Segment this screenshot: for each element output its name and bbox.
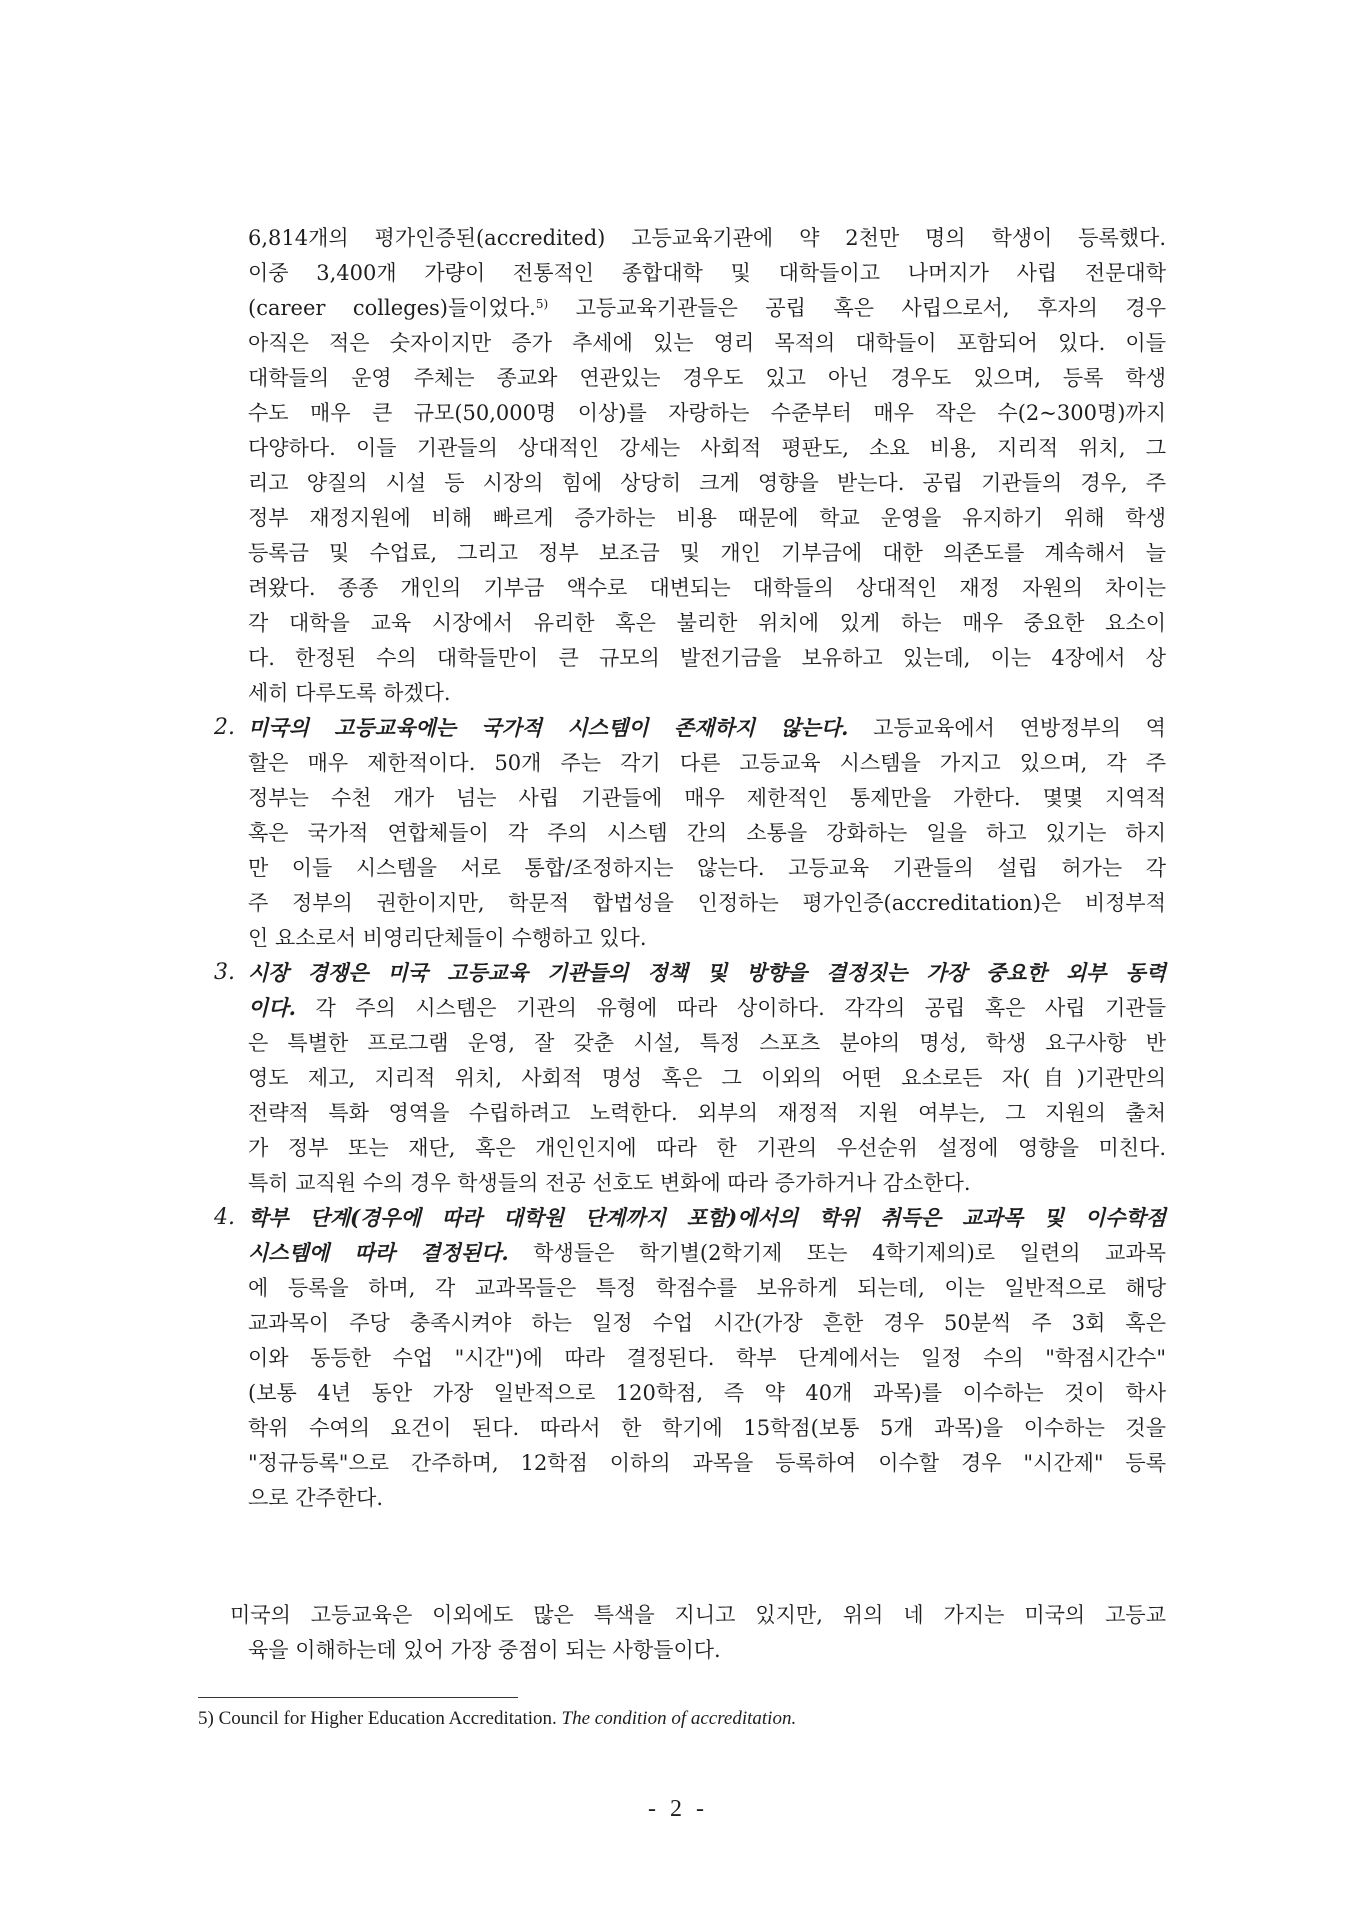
text-line: 할은 매우 제한적이다. 50개 주는 각기 다른 고등교육 시스템을 가지고 있으며, 각 주 bbox=[248, 751, 1166, 775]
text-line: 이와 동등한 수업 "시간")에 따라 결정된다. 학부 단계에서는 일정 수의 "학점시간수" bbox=[248, 1346, 1166, 1370]
text-line: 전략적 특화 영역을 수립하려고 노력한다. 외부의 재정적 지원 여부는, 그 지원의 출처 bbox=[248, 1101, 1166, 1125]
text-line: 6,814개의 평가인증된(accredited) 고등교육기관에 약 2천만 명의 학생이 등록했다. bbox=[248, 226, 1166, 250]
footnote-divider bbox=[198, 1697, 518, 1698]
text-line: 에 등록을 하며, 각 교과목들은 특정 학점수를 보유하게 되는데, 이는 일반적으로 해당 bbox=[248, 1276, 1166, 1300]
text-line: (보통 4년 동안 가장 일반적으로 120학점, 즉 약 40개 과목)를 이수하는 것이 학사 bbox=[248, 1381, 1166, 1405]
list-number: 4. bbox=[214, 1205, 235, 1230]
footnote bbox=[198, 1707, 796, 1731]
text-line: 가 정부 또는 재단, 혹은 개인인지에 따라 한 기관의 우선순위 설정에 영향을 미친다. bbox=[248, 1136, 1166, 1160]
text-line: 혹은 국가적 연합체들이 각 주의 시스템 간의 소통을 강화하는 일을 하고 있기는 하지 bbox=[248, 821, 1166, 845]
text-line: 인 요소로서 비영리단체들이 수행하고 있다. bbox=[248, 926, 647, 950]
text-line: 정부는 수천 개가 넘는 사립 기관들에 매우 제한적인 통제만을 가한다. 몇몇 지역적 bbox=[248, 786, 1166, 810]
text-line: 이다. 각 주의 시스템은 기관의 유형에 따라 상이하다. 각각의 공립 혹은 사립 기관들 bbox=[248, 995, 1166, 1020]
list-item-heading: 시장 경쟁은 미국 고등교육 기관들의 정책 및 방향을 결정짓는 가장 중요한 외부 동력 bbox=[248, 960, 1166, 985]
closing-paragraph-line: 육을 이해하는데 있어 가장 중점이 되는 사항들이다. bbox=[248, 1638, 721, 1662]
text-line: 주 정부의 권한이지만, 학문적 합법성을 인정하는 평가인증(accreditation)은 비정부적 bbox=[248, 891, 1166, 915]
text-line: 각 대학을 교육 시장에서 유리한 혹은 불리한 위치에 있게 하는 매우 중요한 요소이 bbox=[248, 611, 1166, 635]
list-number: 3. bbox=[214, 960, 235, 985]
text-line: 수도 매우 큰 규모(50,000명 이상)를 자랑하는 수준부터 매우 작은 수(2~300명)까지 bbox=[248, 401, 1166, 425]
footnote-reference: 5) bbox=[535, 297, 549, 311]
text-line: 세히 다루도록 하겠다. bbox=[248, 681, 451, 705]
text-line: 으로 간주한다. bbox=[248, 1486, 384, 1510]
text-line: 정부 재정지원에 비해 빠르게 증가하는 비용 때문에 학교 운영을 유지하기 위해 학생 bbox=[248, 506, 1166, 530]
text-line: 려왔다. 종종 개인의 기부금 액수로 대변되는 대학들의 상대적인 재정 자원의 차이는 bbox=[248, 576, 1166, 600]
text-line: 다양하다. 이들 기관들의 상대적인 강세는 사회적 평판도, 소요 비용, 지리적 위치, 그 bbox=[248, 436, 1166, 460]
text-line: 만 이들 시스템을 서로 통합/조정하지는 않는다. 고등교육 기관들의 설립 허가는 각 bbox=[248, 856, 1166, 880]
text-line: 등록금 및 수업료, 그리고 정부 보조금 및 개인 기부금에 대한 의존도를 계속해서 늘 bbox=[248, 541, 1166, 565]
text-line: 대학들의 운영 주체는 종교와 연관있는 경우도 있고 아닌 경우도 있으며, 등록 학생 bbox=[248, 366, 1166, 390]
text-line: "정규등록"으로 간주하며, 12학점 이하의 과목을 등록하여 이수할 경우 "시간제" 등록 bbox=[248, 1451, 1166, 1475]
footnote-title: The condition of accreditation. bbox=[561, 1708, 797, 1729]
page-number: - 2 - bbox=[648, 1796, 708, 1822]
list-item-heading: 미국의 고등교육에는 국가적 시스템이 존재하지 않는다. 고등교육에서 연방정부의 역 bbox=[248, 715, 1166, 740]
text-line: 영도 제고, 지리적 위치, 사회적 명성 혹은 그 이외의 어떤 요소로든 자(自)기관만의 bbox=[248, 1066, 1166, 1090]
footnote-mark: 5) bbox=[198, 1708, 214, 1729]
text-line: 학위 수여의 요건이 된다. 따라서 한 학기에 15학점(보통 5개 과목)을 이수하는 것을 bbox=[248, 1416, 1166, 1440]
text-line: 아직은 적은 숫자이지만 증가 추세에 있는 영리 목적의 대학들이 포함되어 있다. 이들 bbox=[248, 331, 1166, 355]
text-line: 시스템에 따라 결정된다. 학생들은 학기별(2학기제 또는 4학기제의)로 일련의 교과목 bbox=[248, 1240, 1166, 1265]
list-item-heading: 학부 단계(경우에 따라 대학원 단계까지 포함)에서의 학위 취득은 교과목 및 이수학점 bbox=[248, 1205, 1166, 1230]
text-line: 다. 한정된 수의 대학들만이 큰 규모의 발전기금을 보유하고 있는데, 이는 4장에서 상 bbox=[248, 646, 1166, 670]
text-line: 리고 양질의 시설 등 시장의 힘에 상당히 크게 영향을 받는다. 공립 기관들의 경우, 주 bbox=[248, 471, 1166, 495]
text-line: 특히 교직원 수의 경우 학생들의 전공 선호도 변화에 따라 증가하거나 감소한다. bbox=[248, 1171, 971, 1195]
footnote-text: Council for Higher Education Accreditation. bbox=[218, 1708, 557, 1729]
text-line: 은 특별한 프로그램 운영, 잘 갖춘 시설, 특정 스포츠 분야의 명성, 학생 요구사항 반 bbox=[248, 1031, 1166, 1055]
closing-paragraph-line: 미국의 고등교육은 이외에도 많은 특색을 지니고 있지만, 위의 네 가지는 미국의 고등교 bbox=[230, 1603, 1166, 1627]
text-line: 교과목이 주당 충족시켜야 하는 일정 수업 시간(가장 흔한 경우 50분씩 주 3회 혹은 bbox=[248, 1311, 1166, 1335]
text-line: (career colleges)들이었다.$^{5)}$ 고등교육기관들은 공립 혹은 사립으로서, 후자의 경우 bbox=[248, 296, 1166, 320]
list-number: 2. bbox=[214, 715, 235, 740]
text-line: 이중 3,400개 가량이 전통적인 종합대학 및 대학들이고 나머지가 사립 전문대학 bbox=[248, 261, 1166, 285]
